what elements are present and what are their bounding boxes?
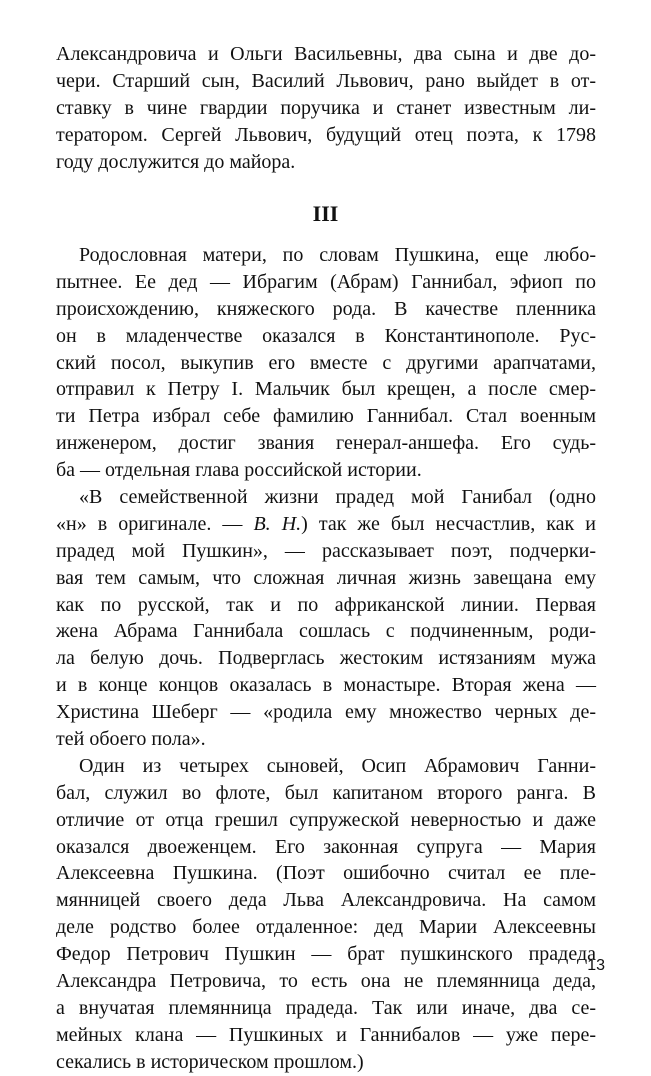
paragraph-genealogy	[56, 242, 596, 484]
text-line: чери. Старший сын, Василий Львович, рано выйдет в от-	[56, 69, 596, 92]
text-line: «В семейственной жизни прадед мой Ганибал (одно	[79, 486, 596, 509]
text-line: Александровича и Ольги Васильевны, два сына и две до-	[56, 43, 596, 65]
text-line: происхождению, княжеского рода. В качестве пленника	[56, 297, 596, 320]
text-line: деле родство более отдаленное: дед Марии Алексеевны	[56, 916, 596, 939]
main-text	[56, 242, 596, 1076]
text-line: прадед мой Пушкин», — рассказывает поэт, подчерки-	[56, 539, 596, 562]
text-line: ти Петра избрал себе фамилию Ганнибал. Стал военным	[56, 405, 596, 428]
text-line: ставку в чине гвардии поручика и станет известным ли-	[56, 96, 596, 119]
text-line: тератором. Сергей Львович, будущий отец поэта, к 1798	[56, 123, 596, 146]
paragraph-family-life	[56, 484, 596, 753]
text-line: году дослужится до майора.	[56, 150, 296, 173]
text-line: жена Абрама Ганнибала сошлась с подчиненным, роди-	[56, 620, 596, 643]
text-line: тей обоего пола».	[56, 728, 206, 751]
text-line: бал, служил во флоте, был капитаном второго ранга. В	[56, 781, 596, 804]
text-line: ла белую дочь. Подверглась жестоким истязаниям мужа	[56, 647, 596, 670]
paragraph-osip	[56, 753, 596, 1076]
text-line: ский посол, выкупив его вместе с другими арапчатами,	[56, 351, 596, 374]
text-line: Родословная матери, по словам Пушкина, еще любо-	[79, 244, 596, 266]
text-line: он в младенчестве оказался в Константинополе. Рус-	[56, 324, 596, 347]
text-line: отличие от отца грешил супружеской неверностью и даже	[56, 808, 596, 831]
text-line: Один из четырех сыновей, Осип Абрамович Ганни-	[79, 754, 596, 777]
text-line: и в конце концов оказалась в монастыре. Вторая жена —	[56, 674, 596, 697]
text-line: а внучатая племянница прадеда. Так или иначе, два се-	[56, 996, 596, 1019]
text-line: как по русской, так и по африканской линии. Первая	[56, 593, 596, 616]
text-line: отправил к Петру I. Мальчик был крещен, а после смер-	[56, 378, 596, 401]
text-line: мейных клана — Пушкиных и Ганнибалов — уже пере-	[56, 1023, 596, 1046]
intro-paragraph	[56, 41, 596, 175]
page-number: 13	[587, 957, 605, 974]
text-line: пытнее. Ее дед — Ибрагим (Абрам) Ганнибал, эфиоп по	[56, 270, 596, 293]
text-line: Христина Шеберг — «родила ему множество черных де-	[56, 701, 596, 724]
text-line: вая тем самым, что сложная личная жизнь завещана ему	[56, 566, 596, 589]
text-line: Александра Петровича, то есть она не племянница деда,	[56, 970, 596, 993]
text-line: ба — отдельная глава российской истории.	[56, 459, 422, 482]
text-line: Федор Петрович Пушкин — брат пушкинского прадеда	[56, 943, 596, 966]
text-line: Алексеевна Пушкина. (Поэт ошибочно считал ее пле-	[56, 862, 596, 885]
text-line: мянницей своего деда Льва Александровича. На самом	[56, 889, 596, 912]
text-line: «н» в оригинале. — В. Н.) так же был несчастлив, как и	[56, 512, 596, 535]
section-heading: III	[312, 201, 339, 226]
text-line: секались в историческом прошлом.)	[56, 1050, 364, 1073]
text-line: инженером, достиг звания генерал-аншефа. Его судь-	[56, 432, 596, 455]
text-line: оказался двоеженцем. Его законная супруга — Мария	[56, 835, 596, 858]
